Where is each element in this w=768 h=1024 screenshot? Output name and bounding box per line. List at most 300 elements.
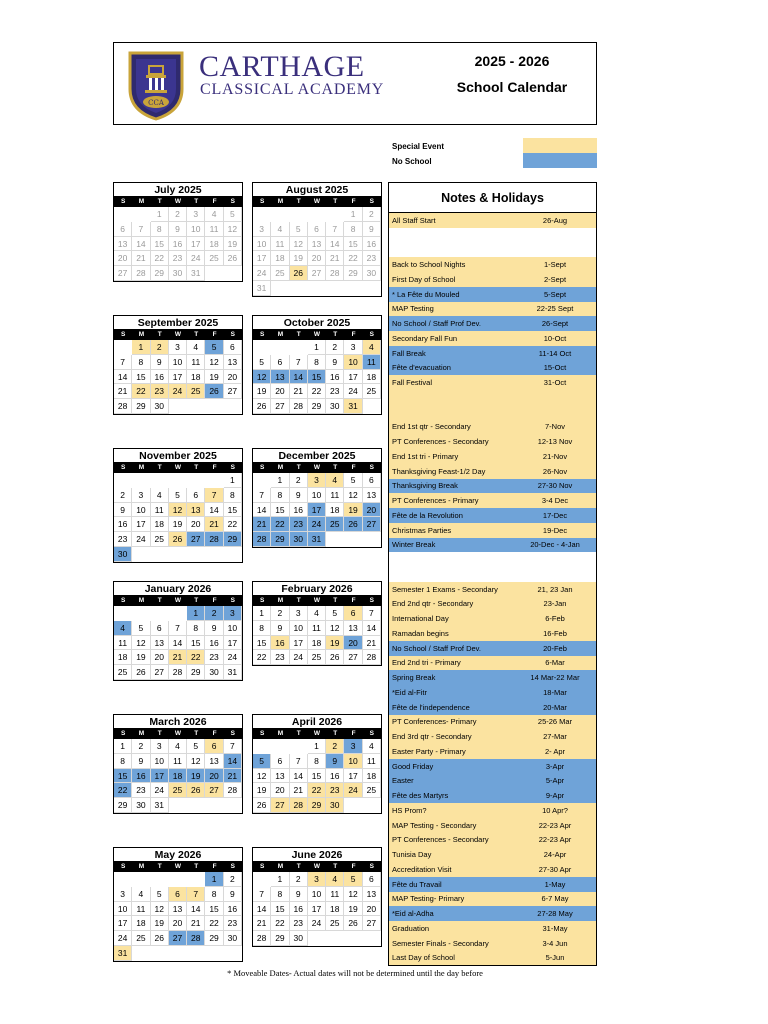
note-name: HS Prom? [392, 805, 427, 815]
empty-day-cell [253, 872, 271, 887]
note-date: 26-Aug [542, 215, 568, 225]
day-cell: 22 [253, 650, 271, 665]
empty-day-cell [114, 473, 132, 488]
note-row [389, 331, 596, 346]
day-cell: 17 [187, 237, 205, 252]
note-row [389, 464, 596, 479]
day-cell: 25 [363, 384, 381, 399]
note-row [389, 390, 596, 405]
weekday-label: S [230, 730, 236, 737]
note-row [389, 715, 596, 730]
day-cell: 5 [326, 606, 344, 621]
day-cell: 17 [344, 370, 362, 385]
note-row [389, 552, 596, 567]
note-name: *Eid al-Fitr [392, 687, 428, 697]
day-cell: 22 [308, 384, 326, 399]
day-cell: 4 [271, 222, 289, 237]
note-row [389, 921, 596, 936]
day-cell: 20 [151, 650, 169, 665]
day-cell: 11 [326, 887, 344, 902]
day-cell: 28 [253, 931, 271, 946]
day-cell: 16 [326, 769, 344, 784]
day-cell: 12 [187, 754, 205, 769]
day-cell: 31 [224, 665, 242, 680]
note-row [389, 538, 596, 553]
weekday-label: W [174, 863, 182, 870]
day-cell: 5 [224, 207, 242, 222]
day-cell: 6 [271, 754, 289, 769]
weekday-label: T [157, 730, 162, 737]
page-title: School Calendar [456, 79, 568, 95]
day-cell: 16 [151, 370, 169, 385]
weekday-label: F [351, 198, 356, 205]
day-cell: 3 [253, 222, 271, 237]
weekday-label: F [351, 331, 356, 338]
empty-day-cell [114, 340, 132, 355]
day-cell: 23 [290, 517, 308, 532]
day-cell: 15 [253, 636, 271, 651]
note-row [389, 508, 596, 523]
day-cell: 1 [344, 207, 362, 222]
day-cell: 10 [169, 355, 187, 370]
day-cell: 3 [308, 473, 326, 488]
day-cell: 31 [308, 532, 326, 547]
day-cell: 3 [344, 340, 362, 355]
weekday-label: S [369, 863, 375, 870]
note-name: Thanksgiving Break [392, 481, 458, 491]
note-name: PT Conferences - Secondary [392, 835, 489, 845]
day-cell: 5 [205, 340, 223, 355]
note-row [389, 700, 596, 715]
day-cell: 2 [151, 340, 169, 355]
weekday-label: W [174, 331, 182, 338]
day-cell: 31 [151, 798, 169, 813]
day-cell: 11 [205, 222, 223, 237]
day-cell: 5 [132, 621, 150, 636]
empty-day-cell [132, 207, 150, 222]
empty-day-cell [253, 739, 271, 754]
day-cell: 23 [114, 532, 132, 547]
day-grid [253, 473, 381, 547]
day-cell: 27 [344, 650, 362, 665]
empty-day-cell [132, 872, 150, 887]
day-cell: 2 [114, 488, 132, 503]
day-cell: 30 [224, 931, 242, 946]
month-calendar [113, 315, 243, 415]
empty-day-cell [290, 739, 308, 754]
footnote: * Moveable Dates- Actual dates will not be determined until the day before [227, 968, 483, 978]
day-cell: 22 [114, 783, 132, 798]
note-row [389, 906, 596, 921]
month-calendar [252, 315, 382, 415]
day-cell: 1 [205, 872, 223, 887]
day-cell: 1 [187, 606, 205, 621]
day-cell: 18 [363, 370, 381, 385]
day-cell: 7 [253, 887, 271, 902]
weekday-label: T [296, 331, 301, 338]
weekday-label: F [351, 464, 356, 471]
day-cell: 4 [308, 606, 326, 621]
day-cell: 6 [363, 473, 381, 488]
weekday-label: F [351, 730, 356, 737]
note-row [389, 228, 596, 243]
weekday-label: M [277, 597, 284, 604]
note-name: Fête du Travail [392, 879, 442, 889]
day-cell: 25 [271, 266, 289, 281]
day-cell: 4 [363, 340, 381, 355]
day-cell: 30 [114, 547, 132, 562]
month-calendar [113, 847, 243, 962]
day-cell: 5 [253, 754, 271, 769]
day-cell: 26 [344, 517, 362, 532]
note-row [389, 744, 596, 759]
day-cell: 28 [253, 532, 271, 547]
empty-day-cell [114, 207, 132, 222]
day-cell: 30 [205, 665, 223, 680]
day-cell: 29 [114, 798, 132, 813]
weekday-label: T [296, 730, 301, 737]
empty-day-cell [169, 606, 187, 621]
day-cell: 8 [224, 488, 242, 503]
weekday-label: M [138, 597, 145, 604]
day-cell: 9 [205, 621, 223, 636]
day-cell: 3 [151, 739, 169, 754]
day-cell: 9 [326, 355, 344, 370]
day-cell: 8 [271, 887, 289, 902]
day-cell: 7 [363, 606, 381, 621]
empty-day-cell [308, 207, 326, 222]
note-row [389, 346, 596, 361]
note-name: No School / Staff Prof Dev. [392, 319, 481, 329]
note-name: End 1st tri - Primary [392, 451, 459, 461]
weekday-header [253, 330, 381, 340]
note-date: 7-Nov [544, 422, 565, 432]
weekday-label: W [174, 597, 182, 604]
day-cell: 6 [205, 739, 223, 754]
note-name: End 1st qtr - Secondary [392, 422, 471, 432]
weekday-label: M [277, 198, 284, 205]
day-cell: 21 [169, 650, 187, 665]
day-cell: 29 [308, 798, 326, 813]
empty-day-cell [253, 340, 271, 355]
weekday-label: S [120, 331, 126, 338]
day-cell: 6 [224, 340, 242, 355]
day-cell: 24 [114, 931, 132, 946]
day-cell: 22 [224, 517, 242, 532]
day-cell: 21 [205, 517, 223, 532]
note-date: 2- Apr [544, 746, 565, 756]
note-date: 5-Jun [545, 953, 565, 963]
month-title: May 2026 [114, 848, 242, 862]
day-cell: 12 [224, 222, 242, 237]
day-cell: 21 [114, 384, 132, 399]
day-cell: 19 [151, 916, 169, 931]
day-cell: 10 [132, 503, 150, 518]
day-cell: 17 [308, 503, 326, 518]
day-cell: 7 [169, 621, 187, 636]
day-cell: 1 [114, 739, 132, 754]
day-cell: 7 [326, 222, 344, 237]
day-cell: 14 [205, 503, 223, 518]
empty-day-cell [290, 340, 308, 355]
day-cell: 28 [224, 783, 242, 798]
day-cell: 24 [169, 384, 187, 399]
school-name: CARTHAGE [199, 50, 365, 83]
day-cell: 15 [187, 636, 205, 651]
day-cell: 23 [132, 783, 150, 798]
weekday-label: M [138, 464, 145, 471]
note-name: MAP Testing [392, 304, 434, 314]
day-cell: 5 [253, 355, 271, 370]
day-cell: 14 [114, 370, 132, 385]
empty-day-cell [169, 473, 187, 488]
weekday-label: F [212, 597, 217, 604]
day-cell: 5 [344, 473, 362, 488]
note-name: Fête des Martyrs [392, 791, 449, 801]
weekday-label: S [230, 464, 236, 471]
note-name: Christmas Parties [392, 525, 452, 535]
weekday-header [114, 330, 242, 340]
day-cell: 13 [271, 769, 289, 784]
day-cell: 22 [187, 650, 205, 665]
note-row [389, 287, 596, 302]
day-cell: 24 [132, 532, 150, 547]
day-cell: 26 [151, 931, 169, 946]
day-cell: 10 [114, 902, 132, 917]
day-cell: 10 [344, 355, 362, 370]
day-cell: 5 [151, 887, 169, 902]
day-cell: 24 [290, 650, 308, 665]
note-date: 11-14 Oct [538, 348, 572, 358]
note-row [389, 479, 596, 494]
note-name: PT Conferences - Primary [392, 496, 479, 506]
day-cell: 17 [224, 636, 242, 651]
note-name: Back to School Nights [392, 260, 466, 270]
day-cell: 7 [132, 222, 150, 237]
empty-day-cell [271, 207, 289, 222]
empty-day-cell [169, 872, 187, 887]
weekday-label: S [369, 331, 375, 338]
note-row [389, 567, 596, 582]
weekday-label: T [296, 597, 301, 604]
note-date: 22-23 Apr [538, 820, 572, 830]
month-title: February 2026 [253, 582, 381, 596]
day-cell: 21 [224, 769, 242, 784]
day-cell: 8 [271, 488, 289, 503]
day-cell: 27 [187, 532, 205, 547]
weekday-label: T [333, 331, 338, 338]
day-cell: 20 [187, 517, 205, 532]
empty-day-cell [151, 872, 169, 887]
weekday-header [114, 596, 242, 606]
day-cell: 11 [271, 237, 289, 252]
note-date: 31-May [542, 923, 568, 933]
day-cell: 6 [271, 355, 289, 370]
note-row [389, 936, 596, 951]
day-cell: 4 [151, 488, 169, 503]
day-cell: 9 [114, 503, 132, 518]
note-name: PT Conferences- Primary [392, 717, 477, 727]
weekday-label: S [230, 331, 236, 338]
day-grid [253, 872, 381, 946]
day-cell: 13 [363, 488, 381, 503]
note-name: Spring Break [392, 673, 436, 683]
weekday-header [114, 463, 242, 473]
day-cell: 5 [290, 222, 308, 237]
day-cell: 19 [326, 636, 344, 651]
day-cell: 29 [271, 931, 289, 946]
day-cell: 12 [132, 636, 150, 651]
note-name: No School / Staff Prof Dev. [392, 643, 481, 653]
day-cell: 18 [132, 916, 150, 931]
day-cell: 20 [224, 370, 242, 385]
legend-special-label: Special Event [392, 142, 445, 151]
empty-day-cell [253, 207, 271, 222]
note-name: *Eid al-Adha [392, 909, 434, 919]
weekday-label: T [296, 863, 301, 870]
note-row [389, 449, 596, 464]
note-date: 20-Dec - 4-Jan [530, 540, 580, 550]
day-cell: 27 [363, 517, 381, 532]
weekday-label: T [333, 198, 338, 205]
day-cell: 25 [308, 650, 326, 665]
day-cell: 19 [253, 384, 271, 399]
day-cell: 17 [290, 636, 308, 651]
weekday-header [253, 729, 381, 739]
note-date: 25-26 Mar [537, 717, 573, 727]
weekday-label: S [259, 198, 265, 205]
day-cell: 17 [308, 902, 326, 917]
weekday-header [114, 197, 242, 207]
day-cell: 8 [151, 222, 169, 237]
day-cell: 2 [326, 739, 344, 754]
day-cell: 16 [224, 902, 242, 917]
day-cell: 20 [271, 783, 289, 798]
note-date: 3-4 Jun [542, 938, 568, 948]
month-title: July 2025 [114, 183, 242, 197]
day-cell: 14 [253, 503, 271, 518]
day-cell: 7 [290, 355, 308, 370]
day-cell: 4 [205, 207, 223, 222]
day-cell: 16 [326, 370, 344, 385]
note-name: PT Conferences - Secondary [392, 437, 489, 447]
day-cell: 18 [363, 769, 381, 784]
weekday-label: W [313, 597, 321, 604]
day-cell: 14 [290, 769, 308, 784]
day-cell: 10 [253, 237, 271, 252]
day-cell: 22 [205, 916, 223, 931]
day-cell: 6 [308, 222, 326, 237]
day-cell: 28 [290, 798, 308, 813]
day-cell: 10 [290, 621, 308, 636]
day-cell: 15 [151, 237, 169, 252]
note-name: All Staff Start [392, 215, 436, 225]
empty-day-cell [114, 606, 132, 621]
legend-noschool-label: No School [392, 157, 432, 166]
day-cell: 20 [363, 503, 381, 518]
day-cell: 19 [169, 517, 187, 532]
day-grid [114, 340, 242, 414]
day-cell: 19 [224, 237, 242, 252]
day-cell: 3 [114, 887, 132, 902]
note-date: 6-Feb [545, 614, 565, 624]
day-cell: 31 [344, 399, 362, 414]
note-date: 3-Apr [545, 761, 565, 771]
weekday-label: T [194, 863, 199, 870]
day-cell: 15 [271, 902, 289, 917]
day-cell: 11 [114, 636, 132, 651]
note-row [389, 833, 596, 848]
weekday-header [253, 197, 381, 207]
day-cell: 2 [290, 872, 308, 887]
weekday-label: S [259, 464, 265, 471]
day-cell: 18 [326, 503, 344, 518]
note-row [389, 493, 596, 508]
note-row [389, 434, 596, 449]
day-cell: 2 [224, 872, 242, 887]
day-grid [253, 207, 381, 296]
empty-day-cell [187, 872, 205, 887]
day-cell: 24 [253, 266, 271, 281]
day-cell: 8 [344, 222, 362, 237]
day-cell: 11 [169, 754, 187, 769]
day-cell: 19 [187, 769, 205, 784]
day-cell: 28 [326, 266, 344, 281]
day-cell: 8 [114, 754, 132, 769]
weekday-label: T [194, 198, 199, 205]
note-name: Fall Festival [392, 378, 433, 388]
month-title: April 2026 [253, 715, 381, 729]
day-cell: 25 [114, 665, 132, 680]
day-cell: 14 [224, 754, 242, 769]
day-cell: 26 [344, 916, 362, 931]
day-cell: 15 [308, 769, 326, 784]
note-date: 21, 23 Jan [537, 584, 573, 594]
empty-day-cell [187, 473, 205, 488]
weekday-label: M [138, 198, 145, 205]
day-cell: 15 [205, 902, 223, 917]
weekday-label: F [212, 464, 217, 471]
day-cell: 23 [205, 650, 223, 665]
note-date: 9-Apr [545, 791, 565, 801]
weekday-label: S [259, 331, 265, 338]
day-cell: 20 [169, 916, 187, 931]
month-calendar [252, 448, 382, 548]
day-cell: 24 [187, 251, 205, 266]
weekday-label: T [333, 730, 338, 737]
day-cell: 14 [169, 636, 187, 651]
empty-day-cell [271, 340, 289, 355]
weekday-label: T [157, 464, 162, 471]
month-calendar [252, 581, 382, 666]
day-cell: 6 [114, 222, 132, 237]
day-cell: 27 [169, 931, 187, 946]
month-calendar [252, 182, 382, 297]
weekday-label: M [138, 730, 145, 737]
note-row [389, 729, 596, 744]
note-date: 26-Sept [541, 319, 569, 329]
day-cell: 21 [253, 517, 271, 532]
day-cell: 17 [132, 517, 150, 532]
note-name: End 2nd qtr - Secondary [392, 599, 474, 609]
weekday-label: S [230, 597, 236, 604]
day-cell: 7 [114, 355, 132, 370]
day-cell: 24 [344, 384, 362, 399]
day-cell: 25 [169, 783, 187, 798]
day-cell: 15 [308, 370, 326, 385]
day-cell: 30 [169, 266, 187, 281]
day-cell: 14 [132, 237, 150, 252]
